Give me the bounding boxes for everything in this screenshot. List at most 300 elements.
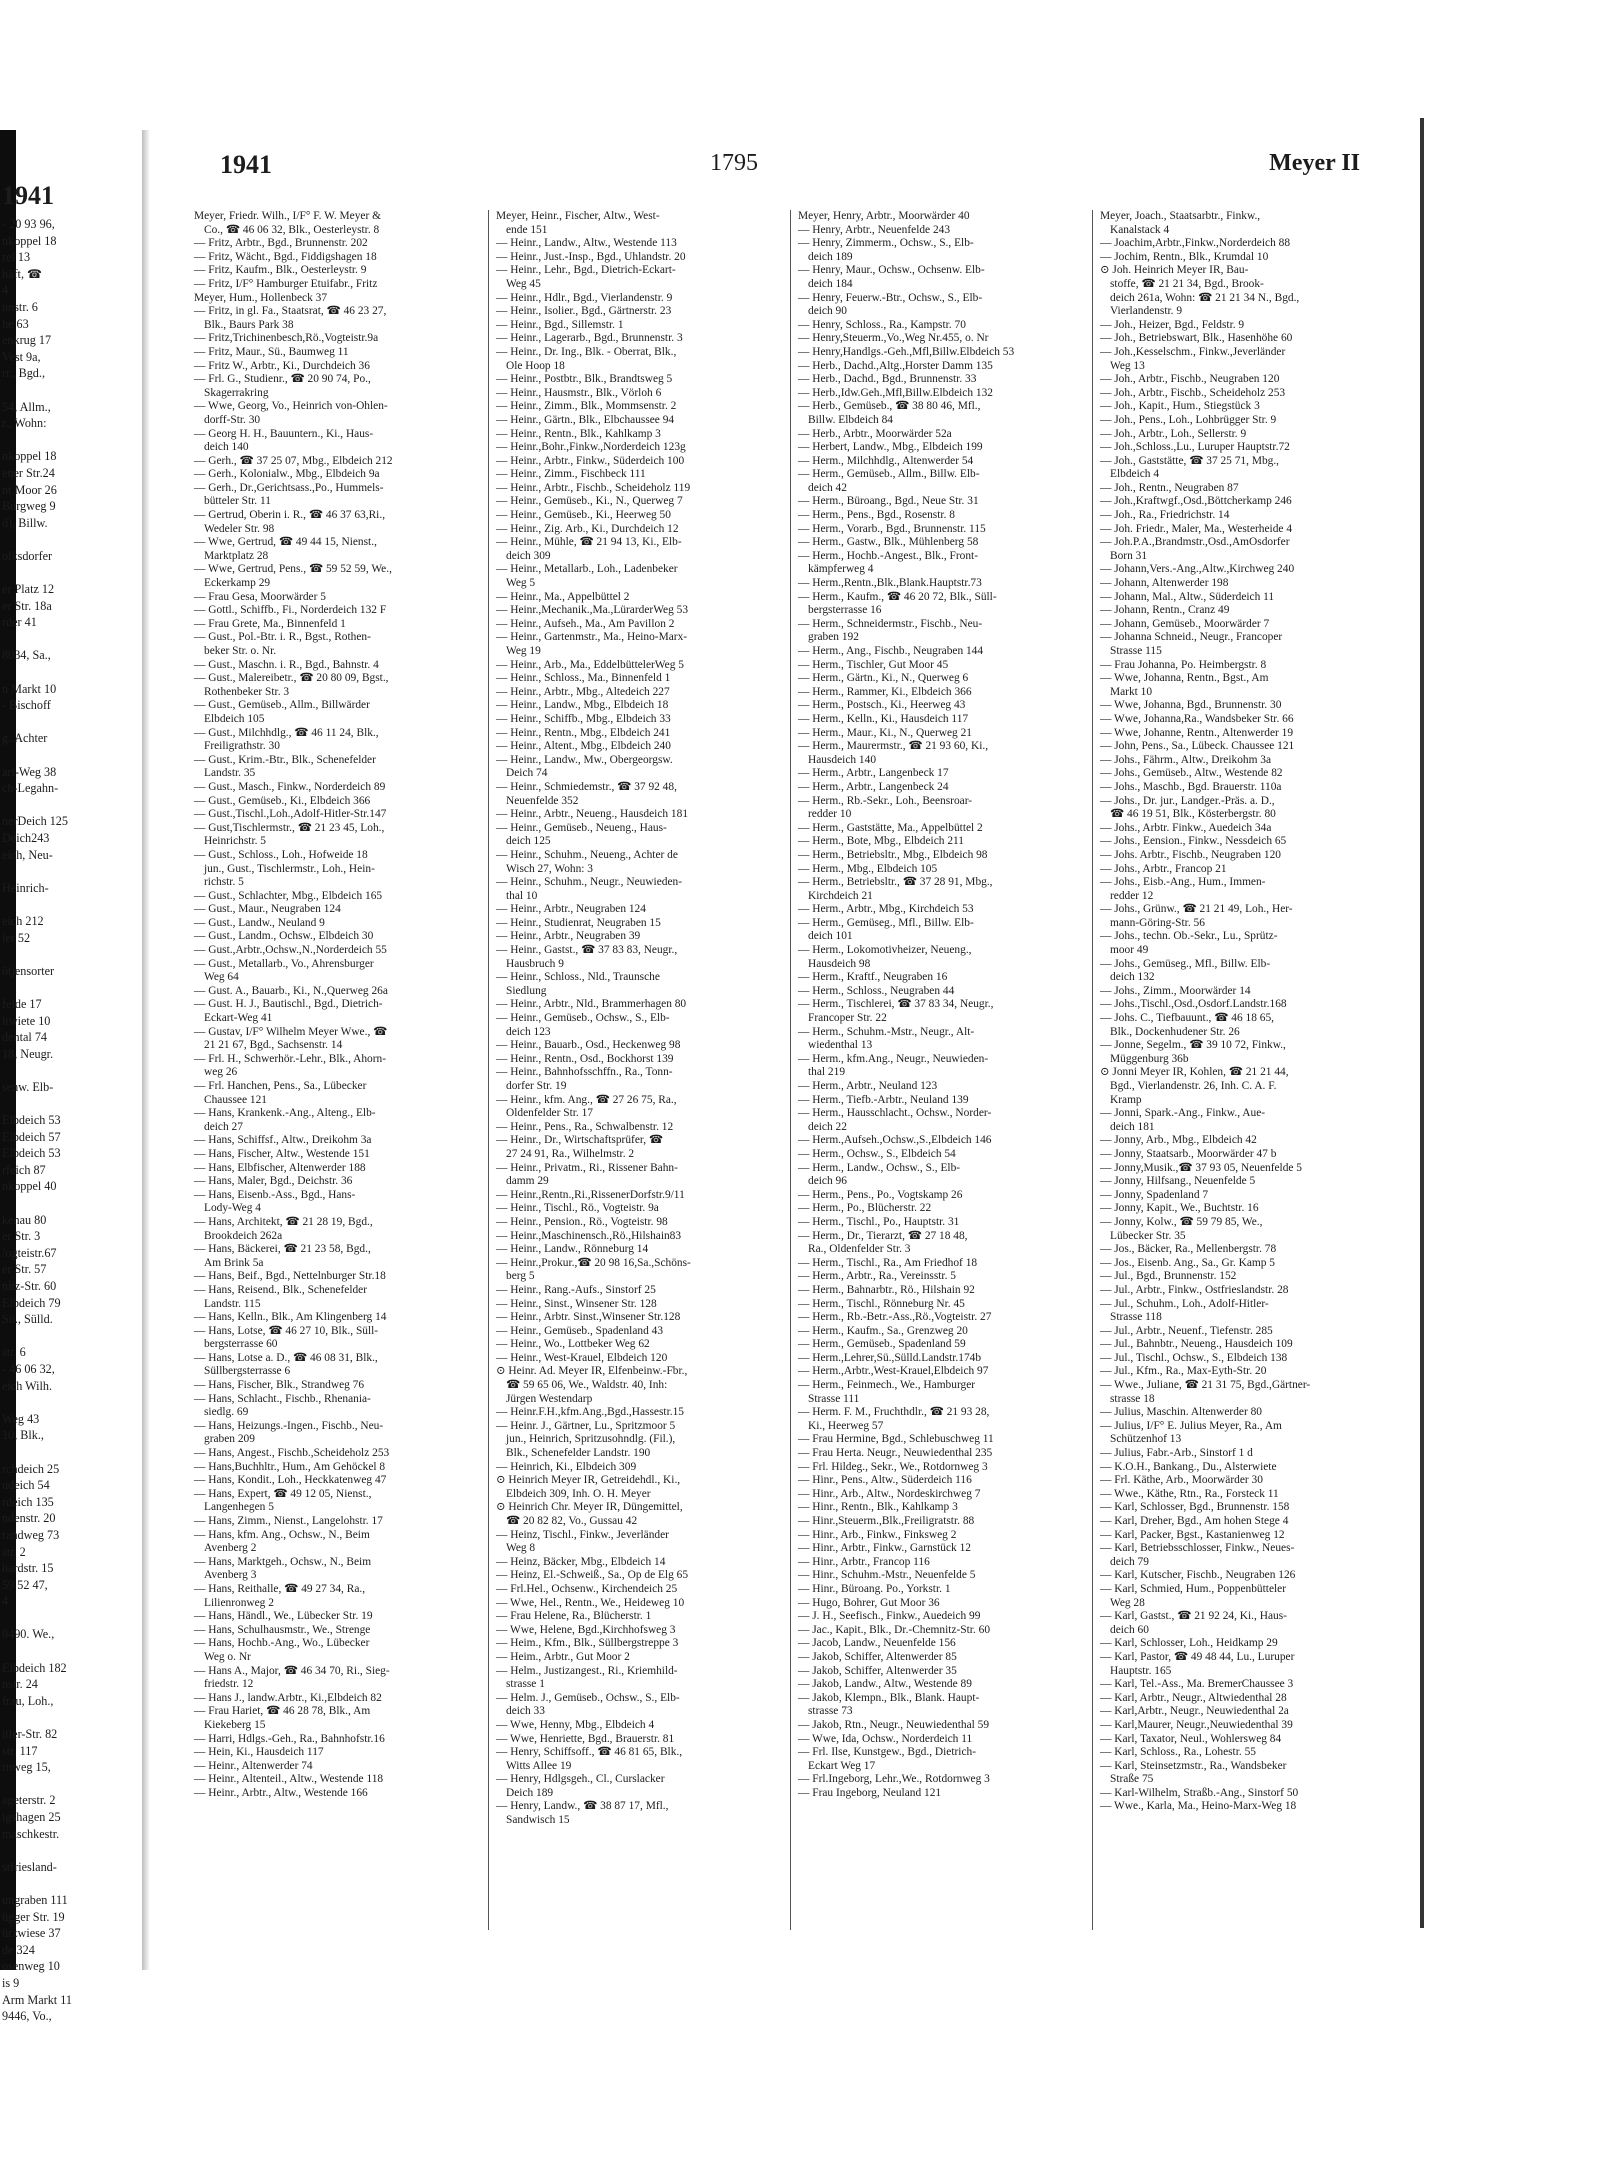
directory-entry-line: — Frau Gesa, Moorwärder 5 — [194, 590, 326, 603]
directory-entry-line: — Heinr., Aufseh., Ma., Am Pavillon 2 — [496, 617, 675, 630]
adjacent-page-line: 10, Blk., — [2, 1428, 44, 1443]
directory-entry-line: — Wwe, Helene, Bgd.,Kirchhofsweg 3 — [496, 1623, 676, 1636]
adjacent-page-line: - Bischoff — [2, 698, 51, 713]
directory-entry-line: — Heinr., Gemüseb., Spadenland 43 — [496, 1324, 664, 1337]
directory-entry-line: — Henry, Landw., ☎ 38 87 17, Mfl., — [496, 1800, 669, 1813]
adjacent-page-line: Arm Markt 11 — [2, 1992, 72, 2007]
directory-entry-line: — Herm., Arbtr., Langenbeck 24 — [798, 780, 949, 793]
directory-entry-line: — Heinr., Gemüseb., Ki., N., Querweg 7 — [496, 495, 683, 508]
directory-entry-line: — Heinr., Pens., Ra., Schwalbenstr. 12 — [496, 1120, 674, 1133]
directory-entry-line: graben 209 — [204, 1433, 255, 1446]
directory-entry-line: — Johs. C., Tiefbauunt., ☎ 46 18 65, — [1100, 1012, 1274, 1025]
directory-entry-line: — Gust., Masch., Finkw., Norderdeich 89 — [194, 780, 386, 793]
directory-entry-line: — Heim., Arbtr., Gut Moor 2 — [496, 1650, 630, 1663]
directory-entry-line: — Heinr., Landw., Rönneburg 14 — [496, 1243, 649, 1256]
directory-entry-line: — Herb., Dachd., Bgd., Brunnenstr. 33 — [798, 373, 977, 386]
directory-entry-line: Vierlandenstr. 9 — [1110, 305, 1183, 318]
directory-entry-line: — Johann,Vers.-Ang.,Altw.,Kirchweg 240 — [1100, 563, 1295, 576]
directory-entry-line: — Herm., Tischlerei, ☎ 37 83 34, Neugr., — [798, 998, 994, 1011]
directory-entry-line: — Johs., Maschb., Bgd. Brauerstr. 110a — [1100, 780, 1282, 793]
directory-entry-line: — Hans, Architekt, ☎ 21 28 19, Bgd., — [194, 1215, 373, 1228]
directory-entry-line: — Herm., Gemüseb., Spadenland 59 — [798, 1338, 966, 1351]
directory-entry-line: — Frl. G., Studienr., ☎ 20 90 74, Po., — [194, 373, 371, 386]
directory-entry-line: strasse 73 — [808, 1705, 853, 1718]
directory-entry-line: — Gust., Krim.-Btr., Blk., Schenefelder — [194, 753, 376, 766]
directory-entry-line: Hausbruch 9 — [506, 957, 564, 970]
directory-entry-line: — Jonny, Spadenland 7 — [1100, 1188, 1209, 1201]
directory-entry-line: — Joh., Heizer, Bgd., Feldstr. 9 — [1100, 318, 1245, 331]
directory-entry-line: — Herm., Gemüseg., Mfl., Billw. Elb- — [798, 916, 974, 929]
adjacent-page-line: Elbdeich 53 — [2, 1146, 61, 1161]
directory-entry-line: Straße 75 — [1110, 1773, 1154, 1786]
directory-entry-line: — Joh., Kapit., Hum., Stiegstück 3 — [1100, 400, 1260, 413]
directory-entry-line: — Henry, Arbtr., Neuenfelde 243 — [798, 223, 951, 236]
directory-entry-line: — Herm., Maurermstr., ☎ 21 93 60, Ki., — [798, 740, 989, 753]
adjacent-page-line: rel 13 — [2, 250, 31, 265]
column-3 — [798, 210, 1086, 1930]
directory-entry-line: — Heinr., West-Krauel, Elbdeich 120 — [496, 1351, 668, 1364]
directory-entry-line: Deich 189 — [506, 1786, 554, 1799]
directory-entry-line: — Herm.,Arbtr.,West-Krauel,Elbdeich 97 — [798, 1365, 989, 1378]
directory-entry-line: — Hans, Zimm., Nienst., Langelohstr. 17 — [194, 1515, 383, 1527]
adjacent-page-line: Sü., Sülld. — [2, 1312, 53, 1327]
directory-entry-line: Strasse 118 — [1110, 1311, 1162, 1324]
directory-entry-line: — Wwe., Juliane, ☎ 21 31 75, Bgd.,Gärtner- — [1100, 1379, 1311, 1392]
directory-entry-line: — Herm., Arbtr., Langenbeck 17 — [798, 767, 949, 780]
directory-entry-line: — Hans, Hochb.-Ang., Wo., Lübecker — [194, 1637, 370, 1650]
adjacent-page-line — [2, 1095, 142, 1112]
directory-entry-line: — Hans, Kelln., Blk., Am Klingenberg 14 — [194, 1311, 387, 1324]
adjacent-page-line: rdeich 135 — [2, 1494, 54, 1509]
directory-entry-line: — Johann, Gemüseb., Moorwärder 7 — [1100, 617, 1270, 630]
adjacent-page-line: nkoppel 40 — [2, 1179, 57, 1194]
directory-entry-line: thal 219 — [808, 1066, 846, 1079]
directory-entry-line: — Helm., Justizangest., Ri., Kriemhild- — [496, 1664, 678, 1677]
directory-entry-line: — John, Pens., Sa., Lübeck. Chaussee 121 — [1100, 740, 1295, 753]
directory-entry-line: Blk., Dockenhudener Str. 26 — [1110, 1025, 1240, 1038]
directory-entry-line: deich 101 — [808, 930, 853, 943]
directory-entry-line: — Heinr., Lehr., Bgd., Dietrich-Eckart- — [496, 264, 676, 277]
directory-entry-line: Elbdeich 4 — [1110, 468, 1160, 481]
directory-entry-line: — Herm., Rammer, Ki., Elbdeich 366 — [798, 685, 972, 698]
header-year: 1941 — [220, 150, 272, 179]
directory-entry-line: — Frl. Käthe, Arb., Moorwärder 30 — [1100, 1474, 1263, 1487]
adjacent-page-line: nkoppel 18 — [2, 449, 57, 464]
directory-entry-line: — Hans, Lotse, ☎ 46 27 10, Blk., Süll- — [194, 1324, 379, 1337]
directory-entry-line: — Frl. Hildeg., Sekr., We., Rotdornweg 3 — [798, 1460, 988, 1473]
adjacent-page-line — [2, 664, 142, 681]
directory-entry-line: — Frau Johanna, Po. Heimbergstr. 8 — [1100, 658, 1267, 671]
directory-entry-line: — Heinr., Mühle, ☎ 21 94 13, Ki., Elb- — [496, 536, 682, 549]
column-2 — [496, 210, 784, 1930]
adjacent-page-line: nstr. 24 — [2, 1677, 38, 1692]
directory-entry-line: mann-Göring-Str. 56 — [1110, 916, 1205, 929]
adjacent-page-line — [2, 1875, 142, 1892]
directory-entry-line: — Heinr., Zimm., Fischbeck 111 — [496, 468, 646, 481]
directory-entry-line: Francoper Str. 22 — [808, 1012, 887, 1025]
directory-entry-line: — Hein, Ki., Hausdeich 117 — [194, 1746, 324, 1759]
adjacent-page-line: n Markt 10 — [2, 681, 57, 696]
adjacent-page-line — [2, 1709, 142, 1726]
directory-entry-line: — Frau Hariet, ☎ 46 28 78, Blk., Am — [194, 1705, 371, 1718]
directory-entry-line: ende 151 — [506, 223, 548, 236]
directory-entry-line: — Johann, Mal., Altw., Süderdeich 11 — [1100, 590, 1275, 603]
directory-entry-line: — Jochim, Rentn., Blk., Krumdal 10 — [1100, 250, 1269, 263]
directory-entry-line: Bgd., Vierlandenstr. 26, Inh. C. A. F. — [1110, 1080, 1277, 1092]
directory-entry-line: — Herm.,Aufseh.,Ochsw.,S.,Elbdeich 146 — [798, 1134, 992, 1147]
directory-entry-line: 27 24 91, Ra., Wilhelmstr. 2 — [506, 1147, 635, 1160]
directory-entry-line: — Gustav, I/F° Wilhelm Meyer Wwe., ☎ — [194, 1025, 388, 1038]
directory-entry-line: — Heinr., Bauarb., Osd., Heckenweg 98 — [496, 1039, 681, 1052]
directory-entry-line: — Karl, Kutscher, Fischb., Neugraben 126 — [1100, 1569, 1296, 1582]
directory-entry-line: deich 181 — [1110, 1120, 1155, 1133]
directory-entry-line: — Frl. Hanchen, Pens., Sa., Lübecker — [194, 1080, 367, 1092]
adjacent-page-line: er Str. 3 — [2, 1229, 41, 1244]
directory-entry-line: — J. H., Seefisch., Finkw., Auedeich 99 — [798, 1610, 981, 1623]
directory-entry-line: — Jakob, Schiffer, Altenwerder 35 — [798, 1664, 957, 1677]
directory-entry-line: — Karl, Steinsetzmstr., Ra., Wandsbeker — [1100, 1759, 1287, 1772]
directory-entry-line: — Hinr., Arbtr., Francop 116 — [798, 1555, 930, 1568]
directory-entry-line: — Frl.Hel., Ochsenw., Kirchendeich 25 — [496, 1582, 678, 1595]
directory-entry-line: — Fritz, in gl. Fa., Staatsrat, ☎ 46 23 27, — [194, 305, 387, 318]
directory-entry-line: — Heinr., Altent., Mbg., Elbdeich 240 — [496, 740, 671, 753]
directory-entry-line: — Heinr., Arbtr., Mbg., Altedeich 227 — [496, 685, 670, 698]
directory-entry-line: — Karl, Betriebsschlosser, Finkw., Neues- — [1100, 1542, 1295, 1555]
directory-entry-line: — Herm., Tischl., Ra., Am Friedhof 18 — [798, 1256, 978, 1269]
directory-entry-line: — Wwe, Johanna,Ra., Wandsbeker Str. 66 — [1100, 712, 1294, 725]
directory-entry-line: — Jonny, Kolw., ☎ 59 79 85, We., — [1100, 1215, 1263, 1228]
adjacent-page-line — [2, 1062, 142, 1079]
adjacent-page-line — [2, 979, 142, 996]
directory-entry-line: Meyer, Heinr., Fischer, Altw., West- — [496, 210, 660, 222]
directory-entry-line: — Herm., Arbtr., Ra., Vereinsstr. 5 — [798, 1270, 956, 1283]
header-surname: Meyer II — [1269, 150, 1360, 176]
directory-entry-line: — Heinr., Schuhm., Neueng., Achter de — [496, 848, 678, 861]
directory-entry-line: — Hans, Kondit., Loh., Heckkatenweg 47 — [194, 1474, 387, 1487]
directory-entry-line: weg 26 — [204, 1066, 238, 1079]
adjacent-page-line — [2, 1394, 142, 1411]
adjacent-page-line: rr., Bgd., — [2, 366, 45, 381]
directory-entry-line: Siedlung — [506, 984, 547, 997]
directory-entry-line: — Karl, Schlosser, Bgd., Brunnenstr. 158 — [1100, 1501, 1290, 1514]
directory-entry-line: deich 96 — [808, 1175, 847, 1188]
directory-entry-line: — Hans, Schlacht., Fischb., Rhenania- — [194, 1392, 371, 1405]
header-page-number: 1795 — [710, 150, 758, 176]
adjacent-page-line: osenweg 10 — [2, 1959, 60, 1974]
directory-entry-line: — Wwe, Gertrud, Pens., ☎ 59 52 59, We., — [194, 563, 392, 576]
directory-entry-line: — Frl. H., Schwerhör.-Lehr., Blk., Ahorn- — [194, 1052, 387, 1065]
directory-entry-line: — Herm., Pens., Bgd., Rosenstr. 8 — [798, 509, 955, 522]
directory-entry-line: — Herm., Kraftf., Neugraben 16 — [798, 971, 948, 984]
adjacent-page-line — [2, 747, 142, 764]
column-4 — [1100, 210, 1388, 1930]
directory-entry-line: siedlg. 69 — [204, 1406, 249, 1419]
adjacent-page-line: Weg 43 — [2, 1411, 40, 1426]
directory-entry-line: ⊙ Heinrich Chr. Meyer IR, Düngemittel, — [496, 1501, 683, 1514]
directory-entry-line: — Heinr., Schmiedemstr., ☎ 37 92 48, — [496, 780, 677, 793]
directory-entry-line: — Johs., Eisb.-Ang., Hum., Immen- — [1100, 876, 1266, 889]
adjacent-page-line: rder 41 — [2, 615, 37, 630]
directory-entry-line: Witts Allee 19 — [506, 1759, 572, 1772]
directory-entry-line: — Herm., Milchhdlg., Altenwerder 54 — [798, 454, 974, 467]
directory-entry-line: — Julius, I/F° E. Julius Meyer, Ra., Am — [1100, 1419, 1282, 1432]
directory-entry-line: — Johs., Fährm., Altw., Dreikohm 3a — [1100, 753, 1272, 766]
directory-entry-line: — Hans, Angest., Fischb.,Scheideholz 253 — [194, 1447, 390, 1460]
adjacent-page-line: he 63 — [2, 316, 29, 331]
directory-entry-line: — Gust., Maschn. i. R., Bgd., Bahnstr. 4 — [194, 658, 379, 671]
directory-entry-line: — Jonne, Segelm., ☎ 39 10 72, Finkw., — [1100, 1039, 1286, 1052]
directory-entry-line: — Johs.,Tischl.,Osd.,Osdorf.Landstr.168 — [1100, 998, 1287, 1011]
directory-entry-line: deich 22 — [808, 1120, 847, 1133]
directory-entry-line: — Joh., Arbtr., Fischb., Scheideholz 253 — [1100, 386, 1286, 399]
directory-entry-line: — Frau Ingeborg, Neuland 121 — [798, 1786, 942, 1799]
directory-entry-line: — Herm., Tiefb.-Arbtr., Neuland 139 — [798, 1093, 969, 1106]
directory-entry-line: — Jul., Arbtr., Neuenf., Tiefenstr. 285 — [1100, 1324, 1273, 1337]
directory-entry-line: Blk., Schenefelder Landstr. 190 — [506, 1447, 651, 1460]
adjacent-page-line: Burgweg 9 — [2, 499, 56, 514]
directory-entry-line: Lilienronweg 2 — [204, 1596, 274, 1609]
directory-entry-line: — Hans, Maler, Bgd., Deichstr. 36 — [194, 1175, 353, 1188]
directory-entry-line: — Herm., Bahnarbtr., Rö., Hilshain 92 — [798, 1283, 975, 1296]
directory-entry-line: — Julius, Maschin. Altenwerder 80 — [1100, 1406, 1262, 1419]
directory-entry-line: Brookdeich 262a — [204, 1229, 283, 1242]
adjacent-page-line: ltwiete 10 — [2, 1013, 51, 1028]
directory-entry-line: — Herm., Ochsw., S., Elbdeich 54 — [798, 1147, 956, 1160]
directory-entry-line: Deich 74 — [506, 767, 548, 780]
directory-entry-line: — Heinr., Arbtr., Altw., Westende 166 — [194, 1786, 368, 1799]
adjacent-page-line: 4 — [2, 283, 9, 298]
directory-entry-line: Ole Hoop 18 — [506, 359, 565, 372]
directory-entry-line: — Hans J., landw.Arbtr., Ki.,Elbdeich 82 — [194, 1691, 382, 1704]
directory-entry-line: Am Brink 5a — [204, 1256, 264, 1269]
adjacent-page-line: kenau 80 — [2, 1212, 47, 1227]
directory-entry-line: — Herm.,Rentn.,Blk.,Blank.Hauptstr.73 — [798, 577, 982, 590]
directory-entry-line: — Karl, Schlosser, Loh., Heidkamp 29 — [1100, 1637, 1278, 1650]
directory-entry-line: — Gerh., ☎ 37 25 07, Mbg., Elbdeich 212 — [194, 454, 393, 467]
directory-entry-line: — Heinr., Schiffb., Mbg., Elbdeich 33 — [496, 712, 671, 725]
page-header — [150, 150, 1420, 190]
directory-entry-line: — Heinr., Sinst., Winsener Str. 128 — [496, 1297, 657, 1310]
directory-entry-line: redder 12 — [1110, 889, 1154, 902]
directory-entry-line: — Heinr., Ma., Appelbüttel 2 — [496, 590, 630, 603]
adjacent-page-line: 18, Neugr. — [2, 1046, 54, 1061]
directory-entry-line: — Heinr., Dr., Wirtschaftsprüfer, ☎ — [496, 1134, 664, 1147]
directory-entry-line: — Jonny, Arb., Mbg., Elbdeich 42 — [1100, 1134, 1257, 1147]
directory-entry-line: — Jonny, Staatsarb., Moorwärder 47 b — [1100, 1147, 1277, 1160]
directory-entry-line: — Heinr., Isolier., Bgd., Gärtnerstr. 23 — [496, 305, 672, 318]
directory-entry-line: — Hans A., Major, ☎ 46 34 70, Ri., Sieg- — [194, 1664, 390, 1677]
adjacent-page-line: 4 — [2, 1594, 9, 1609]
directory-entry-line: — Jul., Schuhm., Loh., Adolf-Hitler- — [1100, 1297, 1269, 1310]
adjacent-page-line: rfeich 87 — [2, 1162, 46, 1177]
directory-entry-line: — Herm., Betriebsltr., Mbg., Elbdeich 98 — [798, 848, 988, 861]
directory-entry-line: Ra., Oldenfelder Str. 3 — [808, 1243, 911, 1256]
directory-entry-line: — Herm., Feinmech., We., Hamburger — [798, 1379, 976, 1392]
directory-entry-line: — Herm., Mbg., Elbdeich 105 — [798, 862, 938, 875]
directory-entry-line: — Heinr.,Maschinensch.,Rö.,Hilshain83 — [496, 1229, 682, 1242]
directory-entry-line: — Johann, Rentn., Cranz 49 — [1100, 604, 1230, 617]
directory-entry-line: — Joh., Pens., Loh., Lohbrügger Str. 9 — [1100, 413, 1277, 426]
directory-entry-line: — Herm.,Lehrer,Sü.,Sülld.Landstr.174b — [798, 1351, 982, 1364]
directory-entry-line: ⊙ Joh. Heinrich Meyer IR, Bau- — [1100, 264, 1249, 277]
directory-entry-line: — Joh.,Schloss.,Lu., Luruper Hauptstr.72 — [1100, 441, 1290, 454]
directory-entry-line: Avenberg 2 — [204, 1542, 257, 1555]
directory-entry-line: — Gust., Metallarb., Vo., Ahrensburger — [194, 957, 374, 970]
directory-entry-line: — Heinr., Gärtn., Blk., Elbchaussee 94 — [496, 413, 675, 426]
directory-entry-line: — Johs., Gemüseg., Mfl., Billw. Elb- — [1100, 957, 1271, 970]
adjacent-page-line: ügger Str. 19 — [2, 1909, 65, 1924]
directory-entry-line: — Hans, Reisend., Blk., Schenefelder — [194, 1283, 368, 1296]
directory-entry-line: deich 189 — [808, 250, 853, 263]
directory-entry-line: — Henry,Handlgs.-Geh.,Mfl,Billw.Elbdeich 53 — [798, 345, 1015, 358]
adjacent-page-line: Elbdeich 182 — [2, 1660, 67, 1675]
directory-entry-line: — Karl, Schloss., Ra., Lohestr. 55 — [1100, 1746, 1256, 1759]
adjacent-page-line: eich Wilh. — [2, 1378, 53, 1393]
directory-entry-line: — Herm., Landw., Ochsw., S., Elb- — [798, 1161, 961, 1174]
adjacent-page-line — [2, 863, 142, 880]
directory-entry-line: — Hinr., Pens., Altw., Süderdeich 116 — [798, 1474, 972, 1487]
directory-entry-line: Elbdeich 309, Inh. O. H. Meyer — [506, 1487, 651, 1500]
directory-entry-line: dorfer Str. 19 — [506, 1080, 567, 1092]
directory-entry-line: — Herm., Kelln., Ki., Hausdeich 117 — [798, 712, 969, 725]
directory-entry-line: — Herm., Po., Blücherstr. 22 — [798, 1202, 932, 1215]
directory-entry-line: — Hans, Krankenk.-Ang., Alteng., Elb- — [194, 1107, 376, 1120]
adjacent-page-line: - 20 93 96, — [2, 217, 55, 231]
directory-entry-line: — Jul., Bahnbtr., Neueng., Hausdeich 109 — [1100, 1338, 1293, 1351]
directory-entry-line: — Herm., Kaufm., Sa., Grenzweg 20 — [798, 1324, 968, 1337]
directory-entry-line: — Karl, Gastst., ☎ 21 92 24, Ki., Haus- — [1100, 1610, 1287, 1623]
directory-entry-line: — Joh.,Kraftwgf.,Osd.,Böttcherkamp 246 — [1100, 495, 1292, 508]
adjacent-page-line: g.,Achter — [2, 731, 48, 746]
directory-entry-line: — Gust., Pol.-Btr. i. R., Bgst., Rothen- — [194, 631, 371, 644]
directory-entry-line: deich 125 — [506, 835, 551, 848]
directory-entry-line: — Heinr., Altenwerder 74 — [194, 1759, 313, 1772]
directory-entry-line: — Jonny, Hilfsang., Neuenfelde 5 — [1100, 1175, 1256, 1188]
directory-entry-line: — Heinr., Gemüseb., Neueng., Haus- — [496, 821, 667, 834]
adjacent-page-line — [2, 1776, 142, 1793]
directory-entry-line: Weg 13 — [1110, 359, 1145, 372]
directory-entry-line: deich 42 — [808, 481, 847, 494]
directory-entry-line: jun., Heinrich, Spritzusohndlg. (Fil.), — [506, 1433, 676, 1446]
directory-entry-line: — Heinr., Schuhm., Neugr., Neuwieden- — [496, 876, 683, 889]
directory-entry-line: — Herm., Schloss., Neugraben 44 — [798, 984, 955, 997]
directory-entry-line: — Herm., Hochb.-Angest., Blk., Front- — [798, 549, 979, 562]
adjacent-page-line — [2, 797, 142, 814]
adjacent-page-line — [2, 531, 142, 548]
directory-entry-line: — Gust,Tischlermstr., ☎ 21 23 45, Loh., — [194, 821, 385, 834]
directory-entry-line: — Frau Helene, Ra., Blücherstr. 1 — [496, 1610, 652, 1623]
directory-entry-line: — Jacob, Landw., Neuenfelde 156 — [798, 1637, 956, 1650]
directory-entry-line: strasse 1 — [506, 1678, 545, 1691]
adjacent-page-line: er Str. 18a — [2, 598, 52, 613]
directory-entry-line: — Heim., Kfm., Blk., Süllbergstreppe 3 — [496, 1637, 679, 1650]
directory-entry-line: — Wwe, Johanna, Rentn., Bgst., Am — [1100, 672, 1269, 685]
directory-entry-line: — Gerh., Dr.,Gerichtsass.,Po., Hummels- — [194, 481, 384, 494]
adjacent-page-line: randweg 73 — [2, 1527, 60, 1542]
directory-entry-line: — Hans, Expert, ☎ 49 12 05, Nienst., — [194, 1487, 372, 1500]
directory-entry-line: — Herm., Dr., Tierarzt, ☎ 27 18 48, — [798, 1229, 968, 1242]
directory-entry-line: deich 79 — [1110, 1555, 1149, 1568]
directory-entry-line: — Joh., Ra., Friedrichstr. 14 — [1100, 509, 1230, 522]
directory-entry-line: Born 31 — [1110, 549, 1148, 562]
directory-entry-line: — Hans, Eisenb.-Ass., Bgd., Hans- — [194, 1188, 356, 1201]
directory-entry-line: — Heinr., Schloss., Ma., Binnenfeld 1 — [496, 672, 671, 685]
directory-columns — [194, 210, 1414, 1950]
directory-entry-line: — Karl-Wilhelm, Straßb.-Ang., Sinstorf 50 — [1100, 1786, 1299, 1799]
adjacent-page-line: nerDeich 125 — [2, 814, 68, 829]
directory-entry-line: — Frau Hermine, Bgd., Schlebuschweg 11 — [798, 1433, 994, 1446]
adjacent-page-line: Elbdeich 57 — [2, 1129, 61, 1144]
directory-entry-line: Blk., Baurs Park 38 — [204, 318, 294, 331]
directory-entry-line: — Wwe., Karla, Ma., Heino-Marx-Weg 18 — [1100, 1800, 1297, 1813]
adjacent-page-line: hardstr. 15 — [2, 1561, 54, 1576]
directory-entry-line: — Herb.,Idw.Geh.,Mfl,Billw.Elbdeich 132 — [798, 386, 993, 399]
directory-entry-line: — Joachim,Arbtr.,Finkw.,Norderdeich 88 — [1100, 237, 1291, 250]
directory-entry-line: — Georg H. H., Bauuntern., Ki., Haus- — [194, 427, 374, 440]
directory-entry-line: — Herm., Pens., Po., Vogtskamp 26 — [798, 1188, 963, 1201]
directory-entry-line: — Herm., Schneidermstr., Fischb., Neu- — [798, 617, 983, 630]
directory-entry-line: — Julius, Fabr.-Arb., Sinstorf 1 d — [1100, 1447, 1253, 1460]
directory-entry-line: Schützenhof 13 — [1110, 1433, 1182, 1446]
directory-entry-line: bütteler Str. 11 — [204, 495, 271, 508]
directory-entry-line: — Joh., Rentn., Neugraben 87 — [1100, 481, 1239, 494]
adjacent-page-line: str. 6 — [2, 1345, 26, 1360]
directory-entry-line: — Jos., Bäcker, Ra., Mellenbergstr. 78 — [1100, 1243, 1277, 1256]
directory-entry-line: — Heinr., Hdlr., Bgd., Vierlandenstr. 9 — [496, 291, 673, 304]
directory-entry-line: — Hinr., Arb., Finkw., Finksweg 2 — [798, 1528, 957, 1541]
adjacent-page-line — [2, 896, 142, 913]
directory-entry-line: — Karl, Packer, Bgst., Kastanienweg 12 — [1100, 1528, 1285, 1541]
directory-entry-line: — Joh.P.A.,Brandmstr.,Osd.,AmOsdorfer — [1100, 536, 1290, 549]
directory-entry-line: — Hans, kfm. Ang., Ochsw., N., Beim — [194, 1528, 370, 1541]
adjacent-page-line: ürzwiese 37 — [2, 1926, 61, 1941]
adjacent-page-line — [2, 946, 142, 963]
adjacent-page-line — [2, 432, 142, 449]
directory-entry-line: — Heinr., Rentn., Osd., Bockhorst 139 — [496, 1052, 674, 1065]
directory-entry-line: — Herm., Tischl., Rönneburg Nr. 45 — [798, 1297, 965, 1310]
directory-entry-line: — Heinr., Arbtr., Nld., Brammerhagen 80 — [496, 998, 687, 1011]
directory-entry-line: Weg 19 — [506, 645, 541, 657]
directory-entry-line: — Heinr., kfm. Ang., ☎ 27 26 75, Ra., — [496, 1093, 677, 1106]
directory-entry-line: Elbdeich 105 — [204, 712, 265, 725]
directory-entry-line: deich 309 — [506, 549, 551, 562]
directory-entry-line: — Johs., Arbtr. Finkw., Auedeich 34a — [1100, 821, 1272, 834]
directory-entry-line: — Heinr., Bahnhofsschffn., Ra., Tonn- — [496, 1066, 673, 1079]
directory-entry-line: — Herm., Hausschlacht., Ochsw., Norder- — [798, 1107, 992, 1120]
adjacent-page-line: ungraben 111 — [2, 1892, 68, 1907]
adjacent-page-line: /ogteistr.67 — [2, 1245, 57, 1260]
directory-entry-line: — Karl,Arbtr., Neugr., Neuwiedenthal 2a — [1100, 1705, 1289, 1718]
directory-entry-line: — Heinr., Gemüseb., Ki., Heerweg 50 — [496, 509, 671, 522]
directory-entry-line: damm 29 — [506, 1175, 549, 1188]
directory-entry-line: Oldenfelder Str. 17 — [506, 1107, 593, 1120]
directory-entry-line: Weg o. Nr — [204, 1650, 251, 1663]
directory-entry-line: — Karl, Taxator, Neul., Wohlersweg 84 — [1100, 1732, 1282, 1745]
directory-entry-line: — Hugo, Bohrer, Gut Moor 36 — [798, 1596, 940, 1609]
directory-entry-line: deich 123 — [506, 1025, 551, 1038]
adjacent-page-line: enkrug 17 — [2, 333, 52, 348]
directory-page — [150, 140, 1420, 1950]
adjacent-page-line: nt Moor 26 — [2, 482, 57, 497]
directory-entry-line: — Jonny,Musik.,☎ 37 93 05, Neuenfelde 5 — [1100, 1161, 1303, 1174]
directory-entry-line: moor 49 — [1110, 944, 1149, 957]
directory-entry-line: — Herm., Büroang., Bgd., Neue Str. 31 — [798, 495, 979, 508]
directory-entry-line: — Johanna Schneid., Neugr., Francoper — [1100, 631, 1283, 644]
directory-entry-line: — Herb., Gemüseb., ☎ 38 80 46, Mfl., — [798, 400, 981, 413]
directory-entry-line: — Herm., Gaststätte, Ma., Appelbüttel 2 — [798, 821, 983, 834]
directory-entry-line: — Heinr., Arbtr., Neugraben 124 — [496, 903, 646, 916]
directory-entry-line: — Wwe., Käthe, Rtn., Ra., Forsteck 11 — [1100, 1487, 1279, 1500]
